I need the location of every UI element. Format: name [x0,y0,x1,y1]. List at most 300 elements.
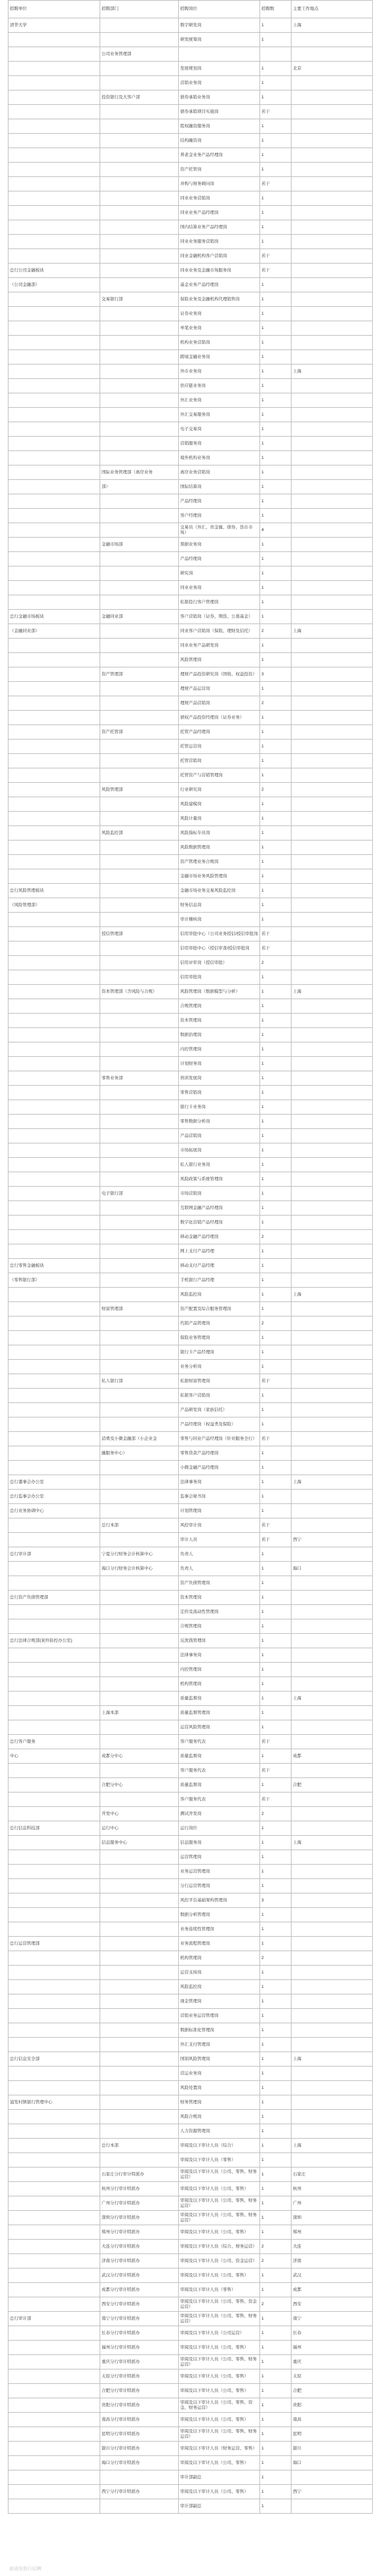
table-row [9,33,373,47]
cell-location [292,1879,373,1893]
cell-department [100,812,179,826]
cell-department: 南宁分行审计特派办 [100,2312,179,2326]
cell-location [292,1432,373,1446]
cell-count: 1 [260,1908,292,1922]
cell-position: 国际结算岗 [179,480,260,494]
cell-department [100,2067,179,2081]
table-row [9,365,373,379]
cell-count: 1 [260,1648,292,1663]
table-body [9,18,373,2514]
table-row [9,1143,373,1158]
cell-unit [9,1302,100,1317]
cell-count: 1 [260,1446,292,1461]
table-row [9,1345,373,1360]
cell-count: 1 [260,437,292,451]
cell-location [292,1216,373,1230]
cell-unit [9,177,100,191]
cell-location [292,841,373,855]
table-row [9,2211,373,2225]
cell-unit [9,148,100,163]
table-row [9,2052,373,2067]
cell-department: 零售业务部 [100,1071,179,1086]
cell-location [292,47,373,62]
cell-location [292,1764,373,1778]
table-row [9,1778,373,1793]
cell-unit [9,33,100,47]
cell-count: 1 [260,466,292,480]
table-row [9,725,373,740]
cell-count: 1 [260,999,292,1014]
cell-unit [9,1793,100,1807]
cell-position: 私银客户营销岗 [179,1389,260,1403]
cell-department [100,2052,179,2067]
cell-location [292,1720,373,1735]
cell-count: 1 [260,134,292,148]
cell-position: 数据治理岗 [179,1028,260,1042]
table-row [9,2254,373,2269]
cell-position: 审阅及以下审计人员（公司、零售） [179,2182,260,2196]
table-row [9,163,373,177]
cell-position: 外汇支付管理岗 [179,2038,260,2052]
cell-position: 同业业务岗 [179,581,260,595]
cell-location [292,33,373,47]
cell-position: 审阅及以下审计人员（公司、资金运营） [179,2254,260,2269]
cell-unit [9,1028,100,1042]
header-position: 招聘岗位 [179,1,260,18]
cell-count: 1 [260,595,292,610]
table-row [9,1230,373,1244]
cell-unit [9,1201,100,1216]
table-row [9,1360,373,1374]
cell-position: 私银投行客户管理岗 [179,595,260,610]
table-row [9,1086,373,1100]
cell-count: 1 [260,1937,292,1951]
cell-department [100,682,179,696]
cell-location [292,235,373,249]
cell-department [100,1850,179,1865]
cell-position: 业务连续性管理岗 [179,1922,260,1937]
cell-count: 2 [260,624,292,639]
cell-department [100,841,179,855]
cell-count: 1 [260,1720,292,1735]
cell-location [292,408,373,422]
cell-unit [9,1836,100,1850]
cell-count: 1 [260,2442,292,2456]
table-row [9,970,373,985]
cell-unit [9,1706,100,1720]
cell-location [292,970,373,985]
cell-location [292,754,373,768]
cell-unit [9,494,100,509]
table-row [9,711,373,725]
cell-location [292,451,373,466]
table-row [9,2369,373,2384]
cell-unit [9,2442,100,2456]
cell-position: 资产负债管理岗 [179,1576,260,1591]
cell-position: 同业业务营销岗 [179,191,260,206]
cell-position: 风险监控岗 [179,1980,260,1994]
cell-location: 西宁 [292,2485,373,2499]
cell-location [292,1115,373,1129]
cell-unit [9,1374,100,1389]
table-row [9,1446,373,1461]
cell-position: 养老金业务产品经理岗 [179,148,260,163]
cell-location [292,826,373,841]
cell-location: 大连 [292,2240,373,2254]
cell-unit [9,783,100,797]
cell-count: 1 [260,1389,292,1403]
cell-location [292,1071,373,1086]
cell-location: 深圳 [292,2211,373,2225]
cell-count: 1 [260,841,292,855]
cell-position: 审阅及以下审计人员（公司、零售） [179,2384,260,2398]
cell-location [292,1663,373,1677]
cell-department: 海口分行财务会计核算中心 [100,1562,179,1576]
table-row [9,581,373,595]
cell-department [100,1129,179,1143]
cell-position: 财务信息岗 [179,898,260,913]
cell-count: 1 [260,1966,292,1980]
cell-location [292,783,373,797]
cell-count: 1 [260,1634,292,1648]
cell-position: 理财产品运营岗 [179,682,260,696]
cell-unit [9,163,100,177]
cell-position: 业务运营管理岗 [179,1865,260,1879]
cell-department: 金融同业部 [100,610,179,624]
cell-unit [9,913,100,927]
cell-unit [9,1778,100,1793]
cell-count: 1 [260,1187,292,1201]
table-row [9,350,373,365]
cell-location [292,667,373,682]
table-row [9,1417,373,1432]
cell-location [292,437,373,451]
cell-position: 审阅及以下审计人员（公司、零售） [179,2456,260,2470]
table-row [9,408,373,422]
cell-count: 1 [260,2009,292,2023]
table-row [9,2009,373,2023]
cell-count: 1 [260,1014,292,1028]
cell-location [292,2038,373,2052]
cell-count: 1 [260,336,292,350]
cell-department: 公司业务管理部 [100,47,179,62]
cell-count: 1 [260,321,292,336]
cell-position: 离岸业务营销岗 [179,466,260,480]
cell-location [292,292,373,307]
table-row [9,869,373,884]
cell-department: 总行本部 [100,2139,179,2153]
cell-unit [9,1143,100,1158]
cell-location: 北京 [292,62,373,76]
cell-department [100,1143,179,1158]
cell-position: 产品经理岗 [179,552,260,566]
cell-location [292,1317,373,1331]
cell-position: 托管营销岗 [179,754,260,768]
cell-location: 上海 [292,2139,373,2153]
table-row [9,1490,373,1504]
cell-count: 1 [260,812,292,826]
cell-location [292,1417,373,1432]
cell-count: 1 [260,76,292,90]
cell-count: 1 [260,566,292,581]
cell-location [292,249,373,264]
cell-position: 基金业务产品经理岗 [179,278,260,292]
table-row [9,1533,373,1547]
cell-location [292,2153,373,2168]
cell-department [100,1028,179,1042]
cell-department [100,1980,179,1994]
cell-count: 1 [260,1677,292,1692]
table-row [9,1129,373,1143]
cell-department: 融服务中心） [100,1446,179,1461]
cell-position: 研究岗 [179,566,260,581]
cell-unit [9,1417,100,1432]
cell-count: 1 [260,1028,292,1042]
cell-unit: 总行运营管理部 [9,1937,100,1951]
cell-department [100,913,179,927]
cell-unit [9,581,100,595]
cell-count: 若干 [260,927,292,941]
cell-location [292,1634,373,1648]
cell-location: 上海 [292,365,373,379]
table-row [9,1562,373,1576]
table-row [9,2499,373,2514]
cell-unit [9,134,100,148]
cell-position: 客户服务代表 [179,1764,260,1778]
cell-count: 1 [260,278,292,292]
cell-department: 金融市场部 [100,538,179,552]
cell-count: 1 [260,1201,292,1216]
cell-count: 1 [260,1547,292,1562]
cell-position: 审阅及以下审计人员（公司、零售） [179,2485,260,2499]
cell-unit [9,2182,100,2196]
cell-unit [9,1908,100,1922]
cell-unit: 总行审计部 [9,1547,100,1562]
table-row [9,538,373,552]
cell-count: 1 [260,2023,292,2038]
cell-unit [9,2369,100,2384]
cell-count: 1 [260,711,292,725]
cell-unit [9,1446,100,1461]
table-row [9,451,373,466]
cell-department [100,62,179,76]
cell-position: 运行岗位 [179,1821,260,1836]
cell-department [100,220,179,235]
cell-position: 营销服务岗 [179,437,260,451]
cell-unit: 清华大学 [9,18,100,33]
table-row [9,1259,373,1273]
cell-position: 客户服务代表 [179,1735,260,1749]
cell-location [292,1619,373,1634]
cell-location [292,393,373,408]
table-row [9,1115,373,1129]
cell-department: 信息服务中心 [100,1836,179,1850]
table-row [9,1735,373,1749]
cell-unit [9,307,100,321]
cell-position: 法律事务岗 [179,1648,260,1663]
cell-position: 理财产品营销岗 [179,696,260,711]
cell-unit [9,235,100,249]
table-row [9,898,373,913]
cell-department: 西宁分行审计特派办 [100,2485,179,2499]
cell-position: 机构管理岗 [179,1677,260,1692]
table-row [9,682,373,696]
cell-location: 上海 [292,1475,373,1490]
cell-location [292,610,373,624]
cell-position: 保险业务管理岗 [179,1331,260,1345]
cell-location [292,119,373,134]
cell-department: 消费及小微金融部（小企业金 [100,1432,179,1446]
cell-department: 风险管理部 [100,783,179,797]
table-row [9,292,373,307]
cell-location [292,1028,373,1042]
table-row [9,624,373,639]
cell-position: 小微金融产品经理岗 [179,1461,260,1475]
table-row [9,1475,373,1490]
cell-location [292,2023,373,2038]
cell-position: 机构业务营销岗 [179,336,260,350]
cell-department [100,1764,179,1778]
header-count: 招聘数 [260,1,292,18]
cell-department [100,1619,179,1634]
cell-position: 合规管理岗 [179,1619,260,1634]
cell-unit [9,2153,100,2168]
cell-position: 内控管理岗 [179,1663,260,1677]
cell-location [292,1230,373,1244]
cell-unit [9,47,100,62]
cell-position: 审阅及以下审计人员（公司、零售、财务运营） [179,2312,260,2326]
table-row [9,1057,373,1071]
cell-position: 监事会秘书岗 [179,1490,260,1504]
cell-position: 现金管理岗 [179,1994,260,2009]
cell-position: 票据业务岗 [179,538,260,552]
cell-count: 1 [260,1490,292,1504]
cell-position: 同业业务产品研发岗 [179,639,260,653]
cell-position: 研发统筹岗 [179,33,260,47]
cell-position: 零售数据分析岗 [179,1115,260,1129]
cell-unit [9,1605,100,1619]
cell-department [100,350,179,365]
cell-department: 成都分中心 [100,1749,179,1764]
cell-department [100,509,179,523]
cell-location [292,1793,373,1807]
cell-position: 风险计量岗 [179,812,260,826]
cell-count: 1 [260,1143,292,1158]
cell-department [100,797,179,812]
cell-unit: 浦发村镇银行管理中心 [9,2095,100,2110]
cell-unit [9,1317,100,1331]
table-row [9,422,373,437]
header-location: 主要工作地点 [292,1,373,18]
table-row [9,2297,373,2312]
cell-position: 风控平台基础架构管理岗 [179,1893,260,1908]
cell-location: 海口 [292,2456,373,2470]
cell-location [292,1187,373,1201]
table-row [9,1850,373,1865]
cell-unit [9,1345,100,1360]
cell-department [100,1576,179,1591]
cell-location [292,1143,373,1158]
cell-count: 1 [260,90,292,105]
cell-department [100,754,179,768]
cell-location [292,480,373,494]
cell-unit: （金融同业部） [9,624,100,639]
table-row [9,2081,373,2095]
cell-count: 1 [260,307,292,321]
cell-unit [9,1042,100,1057]
cell-unit [9,2341,100,2355]
cell-position: 风险建模岗 [179,797,260,812]
cell-count: 若干 [260,1764,292,1778]
cell-location [292,2095,373,2110]
cell-position: 合规管理岗 [179,999,260,1014]
cell-unit [9,2355,100,2369]
cell-department [100,1692,179,1706]
table-row [9,177,373,191]
cell-count: 2 [260,2297,292,2312]
cell-department [100,1317,179,1331]
cell-unit [9,422,100,437]
table-row [9,1619,373,1634]
table-row [9,90,373,105]
cell-location [292,1576,373,1591]
cell-department: 重庆分行审计特派办 [100,2355,179,2369]
table-row [9,2067,373,2081]
cell-position: 数字化营销产品经理岗 [179,1216,260,1230]
cell-department: 宁夏分行财务会计核算中心 [100,1547,179,1562]
table-row [9,2384,373,2398]
cell-unit [9,1850,100,1865]
cell-position [179,47,260,62]
table-row [9,855,373,869]
cell-department [100,1403,179,1417]
cell-location [292,1591,373,1605]
cell-unit [9,1071,100,1086]
table-row [9,2095,373,2110]
cell-department [100,307,179,321]
cell-count: 1 [260,2211,292,2225]
table-row [9,841,373,855]
cell-position: 金融市场业务交易风险监控岗 [179,884,260,898]
cell-position: 质量监督岗 [179,1749,260,1764]
cell-position: 人力资源管理岗 [179,2124,260,2139]
cell-position: 代销产品管理岗 [179,1317,260,1331]
cell-position: 计划财务岗 [179,1057,260,1071]
cell-position: 培训发展岗 [179,1071,260,1086]
cell-unit [9,2297,100,2312]
cell-position: 审阅及以下审计人员（公司、零售） [179,2369,260,2384]
cell-unit [9,2124,100,2139]
cell-location [292,552,373,566]
cell-location [292,1994,373,2009]
cell-unit [9,1807,100,1821]
table-row [9,1749,373,1764]
cell-count: 1 [260,2369,292,2384]
cell-unit [9,2023,100,2038]
cell-count: 1 [260,365,292,379]
cell-department [100,566,179,581]
cell-location [292,1677,373,1692]
cell-count: 1 [260,1663,292,1677]
cell-unit [9,956,100,970]
cell-location [292,379,373,393]
cell-unit [9,538,100,552]
cell-department [100,711,179,725]
cell-count: 1 [260,1576,292,1591]
cell-count: 1 [260,220,292,235]
cell-position: 产品经理岗 [179,494,260,509]
cell-department [100,249,179,264]
